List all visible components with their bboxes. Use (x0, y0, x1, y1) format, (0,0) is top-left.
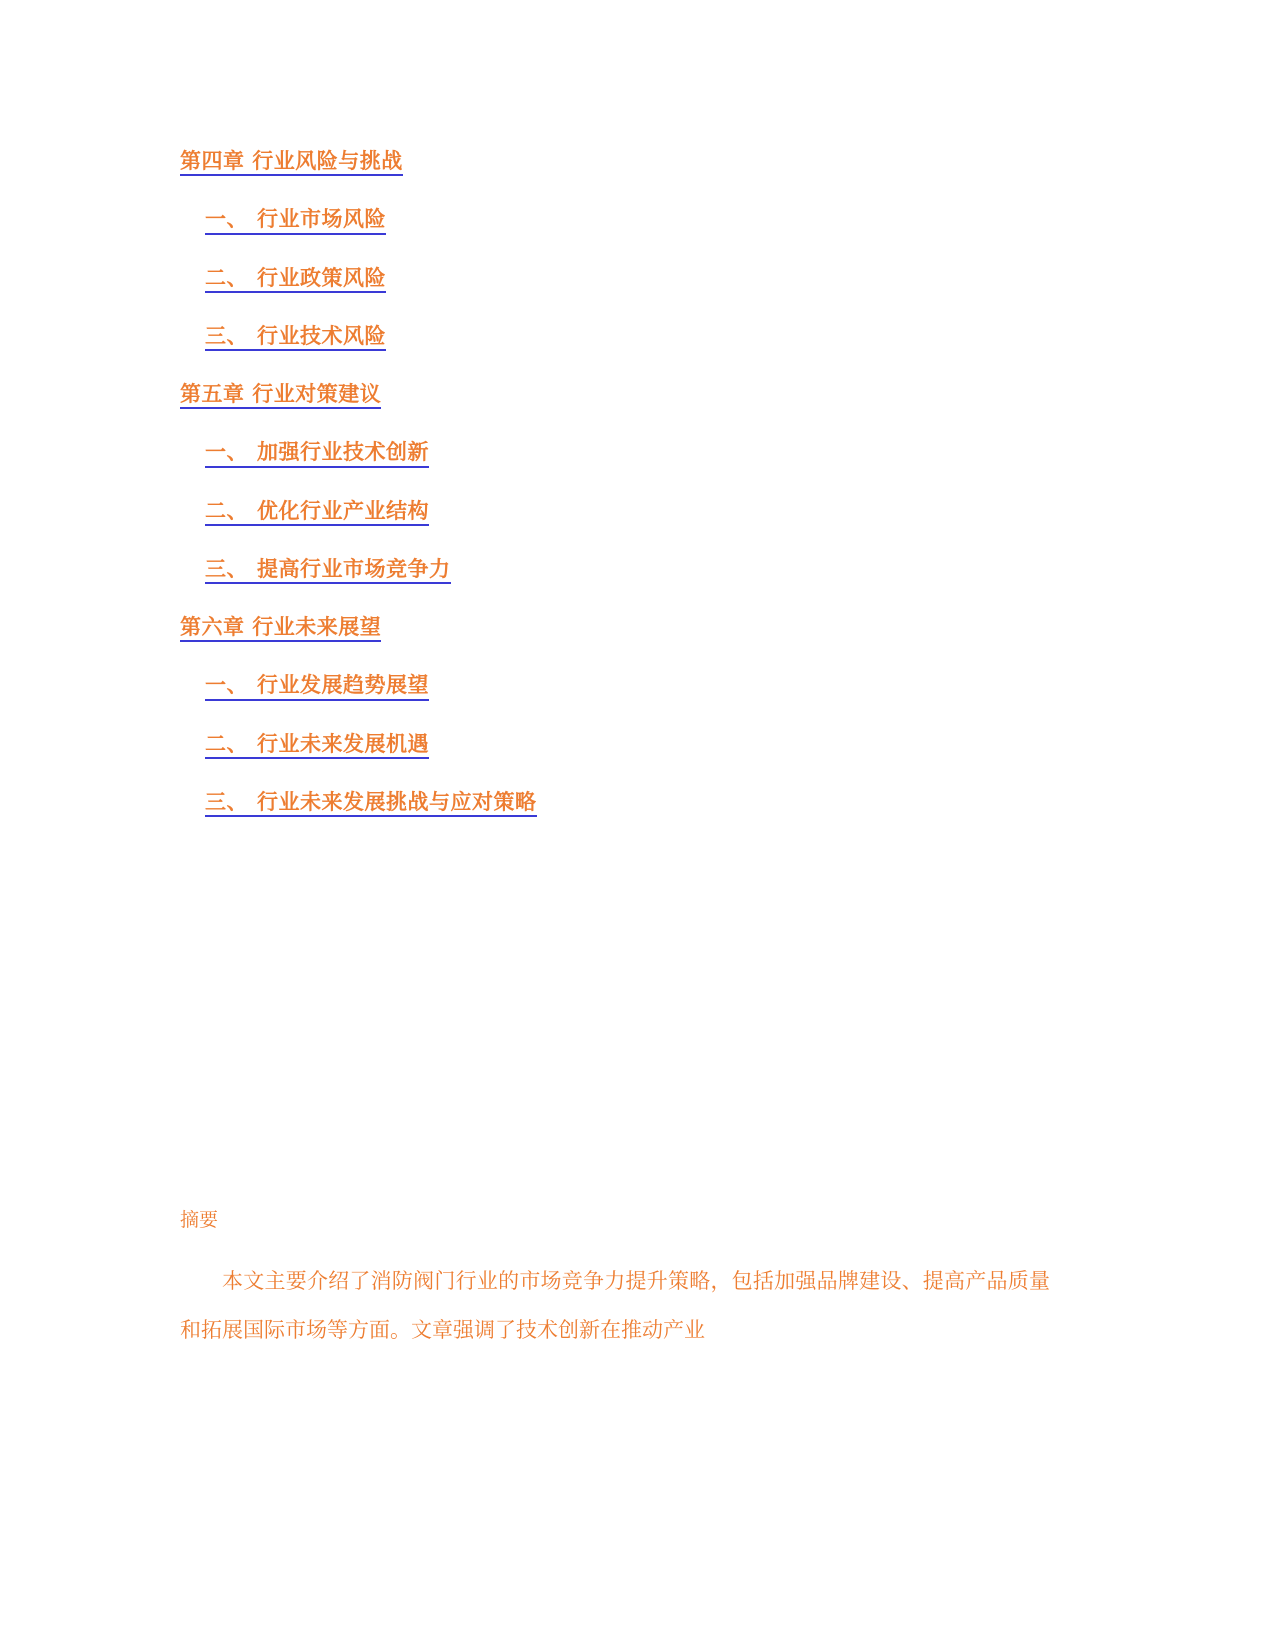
toc-entry-label (205, 439, 429, 467)
toc-entry-text: 行业市场风险 (257, 207, 386, 232)
table-of-contents (180, 148, 1140, 847)
toc-entry-chapter-4[interactable] (180, 148, 1140, 176)
toc-entry-number: 一、 (205, 440, 248, 465)
toc-entry-label (205, 672, 429, 700)
toc-entry-6-2[interactable] (180, 731, 1140, 759)
toc-entry-text: 提高行业市场竞争力 (257, 556, 451, 581)
abstract-body: 本文主要介绍了消防阀门行业的市场竞争力提升策略，包括加强品牌建设、提高产品质量和拓展国际市场等方面。文章强调了技术创新在推动产业 (180, 1269, 1050, 1342)
toc-entry-label (205, 556, 451, 584)
toc-entry-label: 第六章 行业未来展望 (180, 614, 381, 642)
toc-entry-number: 一、 (205, 207, 248, 232)
toc-entry-4-2[interactable] (180, 265, 1140, 293)
toc-entry-text: 优化行业产业结构 (257, 498, 429, 523)
toc-entry-number: 三、 (205, 556, 248, 581)
toc-entry-label (205, 731, 429, 759)
toc-entry-4-3[interactable] (180, 323, 1140, 351)
toc-entry-5-2[interactable] (180, 498, 1140, 526)
toc-entry-label: 第五章 行业对策建议 (180, 381, 381, 409)
toc-entry-6-1[interactable] (180, 672, 1140, 700)
abstract-section (180, 1205, 1050, 1354)
toc-entry-text: 行业政策风险 (257, 265, 386, 290)
toc-entry-text: 行业未来发展挑战与应对策略 (257, 789, 537, 814)
toc-entry-chapter-6[interactable] (180, 614, 1140, 642)
toc-entry-6-3[interactable] (180, 789, 1140, 817)
toc-entry-label: 第四章 行业风险与挑战 (180, 148, 403, 176)
toc-entry-text: 行业技术风险 (257, 323, 386, 348)
toc-entry-text: 加强行业技术创新 (257, 440, 429, 465)
toc-entry-label (205, 265, 386, 293)
abstract-title: 摘要 (180, 1209, 219, 1231)
toc-entry-label (205, 789, 537, 817)
toc-entry-number: 一、 (205, 673, 248, 698)
toc-entry-5-1[interactable] (180, 439, 1140, 467)
toc-entry-label (205, 323, 386, 351)
toc-entry-number: 三、 (205, 323, 248, 348)
toc-entry-number: 二、 (205, 498, 248, 523)
toc-entry-number: 二、 (205, 731, 248, 756)
toc-entry-chapter-5[interactable] (180, 381, 1140, 409)
toc-entry-number: 二、 (205, 265, 248, 290)
toc-entry-4-1[interactable] (180, 206, 1140, 234)
toc-entry-5-3[interactable] (180, 556, 1140, 584)
toc-entry-number: 三、 (205, 789, 248, 814)
toc-entry-text: 行业发展趋势展望 (257, 673, 429, 698)
toc-entry-label (205, 498, 429, 526)
toc-entry-text: 行业未来发展机遇 (257, 731, 429, 756)
toc-entry-label (205, 206, 386, 234)
